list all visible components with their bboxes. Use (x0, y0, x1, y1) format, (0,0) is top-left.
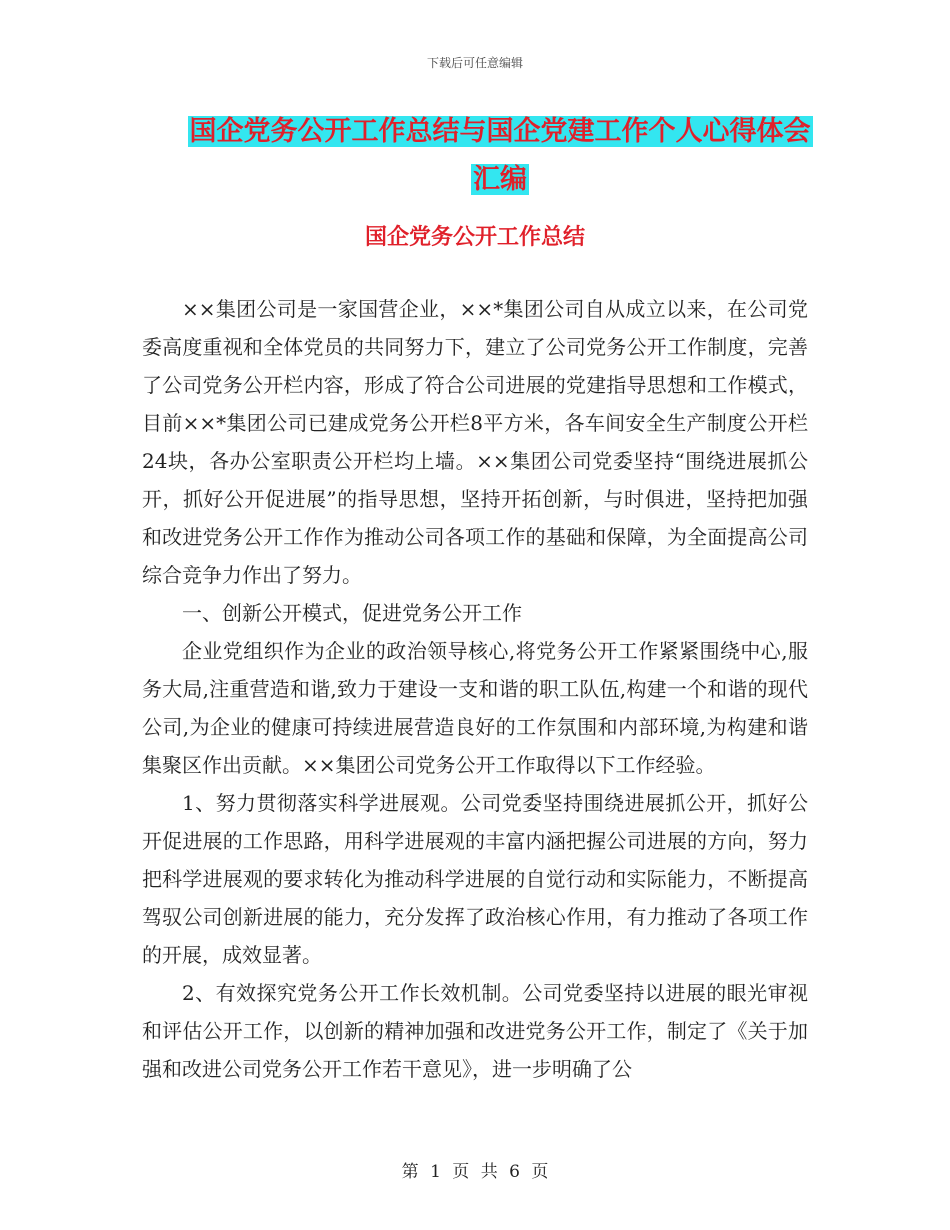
paragraph-heading: 一、创新公开模式，促进党务公开工作 (182, 601, 522, 625)
paragraph: 1、努力贯彻落实科学进展观。公司党委坚持围绕进展抓公开，抓好公开促进展的工作思路，用科学进展观的丰富内涵把握公司进展的方向，努力把科学进展观的要求转化为推动科学进展的自觉行动和实际能力，不断提高驾驭公司创新进展的能力，充分发挥了政治核心作用，有力推动了各项工作的开展，成效显著。 (142, 791, 808, 967)
paragraph: 2、有效探究党务公开工作长效机制。公司党委坚持以进展的眼光审视和评估公开工作，以创新的精神加强和改进党务公开工作，制定了《关于加强和改进公司党务公开工作若干意见》，进一步明确了公 (142, 981, 808, 1081)
header-note: 下载后可任意编辑 (426, 56, 523, 70)
paragraph: 企业党组织作为企业的政治领导核心,将党务公开工作紧紧围绕中心,服务大局,注重营造和谐,致力于建设一支和谐的职工队伍,构建一个和谐的现代公司,为企业的健康可持续进展营造良好的工作氛围和内部环境,为构建和谐集聚区作出贡献。××集团公司党务公开工作取得以下工作经验。 (142, 639, 808, 777)
document-title (140, 108, 860, 204)
page-footer: 第 1 页 共 6 页 (401, 1162, 549, 1182)
document-body (142, 290, 808, 1088)
document-title-line-1: 国企党务公开工作总结与国企党建工作个人心得体会 (189, 116, 811, 147)
paragraph: ××集团公司是一家国营企业，××*集团公司自从成立以来，在公司党委高度重视和全体党员的共同努力下，建立了公司党务公开工作制度，完善了公司党务公开栏内容，形成了符合公司进展的党建指导思想和工作模式，目前××*集团公司已建成党务公开栏8平方米，各车间安全生产制度公开栏24块，各办公室职责公开栏均上墙。××集团公司党委坚持“围绕进展抓公开，抓好公开促进展”的指导思想，坚持开拓创新，与时俱进，坚持把加强和改进党务公开工作作为推动公司各项工作的基础和保障，为全面提高公司综合竞争力作出了努力。 (142, 297, 808, 587)
section-title: 国企党务公开工作总结 (364, 225, 585, 250)
document-title-line-2: 汇编 (473, 164, 527, 195)
